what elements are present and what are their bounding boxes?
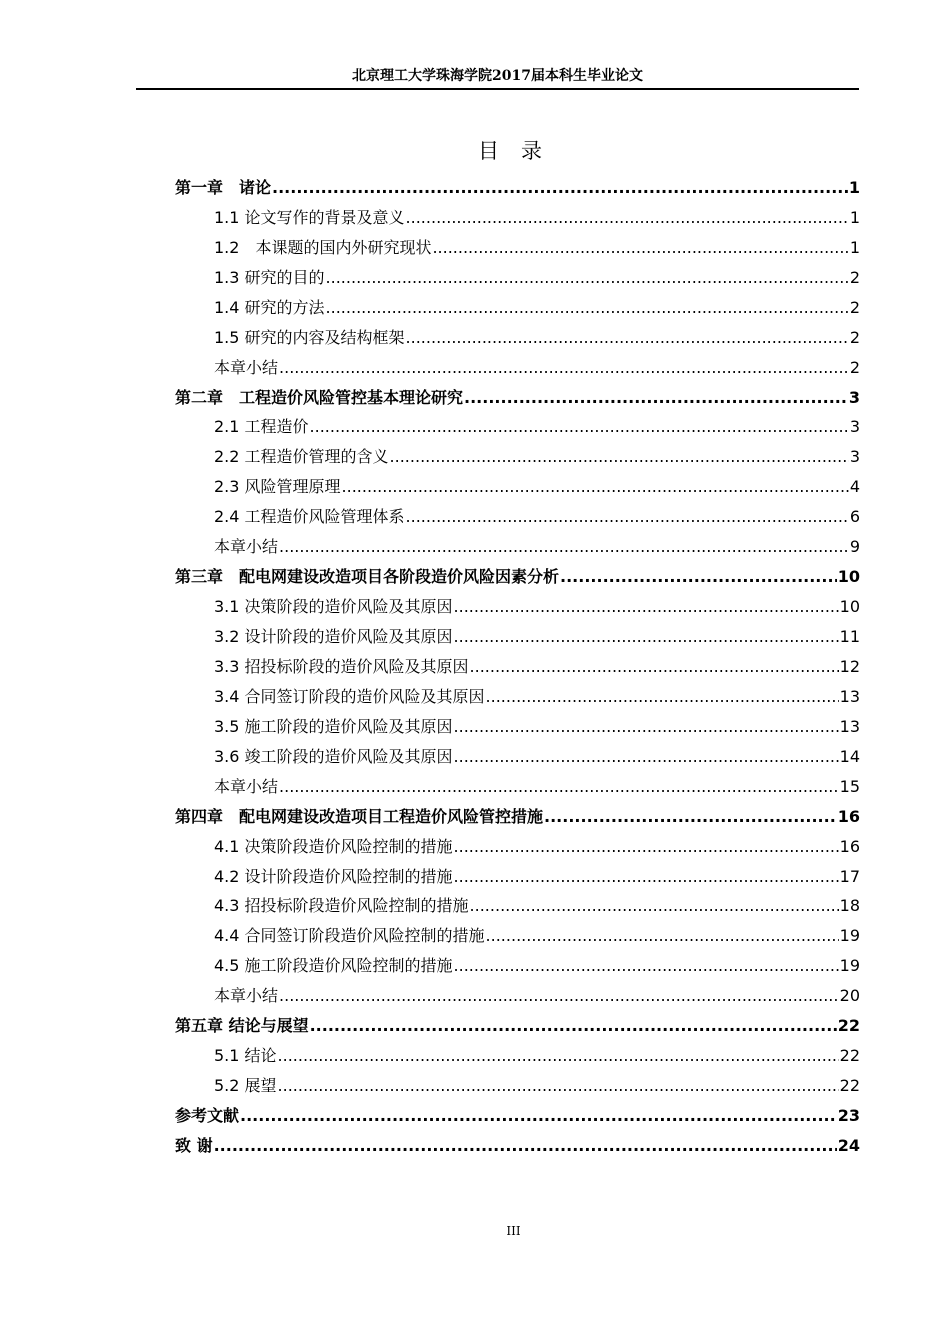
toc-entry-page: 17 <box>839 866 860 886</box>
toc-dot-leader <box>406 203 849 233</box>
toc-section-entry[interactable] <box>175 951 860 981</box>
toc-entry-page: 19 <box>839 956 860 976</box>
toc-entry-page: 4 <box>849 477 860 497</box>
toc-entry-page: 22 <box>837 1016 860 1036</box>
page-number: III <box>506 1224 521 1238</box>
toc-section-entry[interactable] <box>175 472 860 502</box>
toc-dot-leader <box>454 951 839 981</box>
toc-entry-label: 5.1 结论 <box>214 1046 277 1066</box>
toc-dot-leader <box>454 742 839 772</box>
toc-dot-leader <box>279 532 849 562</box>
toc-entry-label: 本章小结 <box>214 537 279 557</box>
toc-entry-label: 4.2 设计阶段造价风险控制的措施 <box>214 866 453 886</box>
toc-entry-page: 2 <box>849 327 860 347</box>
toc-entry-label: 4.5 施工阶段造价风险控制的措施 <box>214 956 453 976</box>
toc-entry-page: 15 <box>839 776 860 796</box>
toc-dot-leader <box>390 442 849 472</box>
toc-section-entry[interactable] <box>175 413 860 443</box>
toc-entry-page: 13 <box>839 686 860 706</box>
toc-entry-label: 3.6 竣工阶段的造价风险及其原因 <box>214 746 453 766</box>
toc-dot-leader <box>454 592 839 622</box>
toc-section-entry[interactable] <box>175 233 860 263</box>
toc-entry-page: 16 <box>837 806 860 826</box>
toc-section-entry[interactable] <box>175 263 860 293</box>
toc-entry-page: 3 <box>849 447 860 467</box>
toc-entry-label: 第三章 配电网建设改造项目各阶段造价风险因素分析 <box>175 567 560 587</box>
toc-entry-label: 本章小结 <box>214 776 279 796</box>
toc-dot-leader <box>454 622 839 652</box>
toc-entry-page: 2 <box>849 267 860 287</box>
toc-entry-label: 3.5 施工阶段的造价风险及其原因 <box>214 716 453 736</box>
toc-entry-page: 14 <box>839 746 860 766</box>
toc-entry-label: 4.4 合同签订阶段造价风险控制的措施 <box>214 926 485 946</box>
toc-section-entry[interactable] <box>175 682 860 712</box>
toc-section-entry[interactable] <box>175 532 860 562</box>
toc-dot-leader <box>560 562 837 592</box>
toc-section-entry[interactable] <box>175 1041 860 1071</box>
toc-entry-label: 致 谢 <box>175 1135 213 1155</box>
toc-chapter-entry[interactable] <box>175 173 860 203</box>
toc-entry-label: 第二章 工程造价风险管控基本理论研究 <box>175 387 464 407</box>
toc-entry-label: 2.4 工程造价风险管理体系 <box>214 507 405 527</box>
toc-dot-leader <box>486 682 839 712</box>
toc-section-entry[interactable] <box>175 921 860 951</box>
toc-entry-label: 4.3 招投标阶段造价风险控制的措施 <box>214 896 469 916</box>
toc-entry-label: 4.1 决策阶段造价风险控制的措施 <box>214 836 453 856</box>
toc-chapter-entry[interactable] <box>175 1101 860 1131</box>
toc-dot-leader <box>240 1101 837 1131</box>
toc-entry-page: 2 <box>849 357 860 377</box>
toc-entry-label: 3.4 合同签订阶段的造价风险及其原因 <box>214 686 485 706</box>
toc-dot-leader <box>342 472 849 502</box>
toc-dot-leader <box>454 712 839 742</box>
toc-entry-page: 23 <box>837 1106 860 1126</box>
toc-entry-page: 12 <box>839 656 860 676</box>
toc-entry-label: 2.3 风险管理原理 <box>214 477 341 497</box>
toc-entry-page: 18 <box>839 896 860 916</box>
toc-entry-page: 16 <box>839 836 860 856</box>
toc-entry-page: 1 <box>849 237 860 257</box>
toc-entry-page: 22 <box>839 1046 860 1066</box>
toc-entry-label: 第一章 诸论 <box>175 177 272 197</box>
toc-dot-leader <box>279 981 839 1011</box>
toc-entry-label: 本章小结 <box>214 357 279 377</box>
toc-section-entry[interactable] <box>175 772 860 802</box>
toc-dot-leader <box>279 353 849 383</box>
toc-section-entry[interactable] <box>175 892 860 922</box>
toc-entry-page: 20 <box>839 986 860 1006</box>
toc-section-entry[interactable] <box>175 353 860 383</box>
toc-entry-label: 2.2 工程造价管理的含义 <box>214 447 389 467</box>
toc-dot-leader <box>310 412 849 442</box>
toc-entry-label: 1.5 研究的内容及结构框架 <box>214 327 405 347</box>
toc-entry-label: 5.2 展望 <box>214 1076 277 1096</box>
toc-dot-leader <box>406 502 849 532</box>
toc-dot-leader <box>486 921 839 951</box>
toc-section-entry[interactable] <box>175 592 860 622</box>
toc-section-entry[interactable] <box>175 652 860 682</box>
toc-entry-label: 3.2 设计阶段的造价风险及其原因 <box>214 627 453 647</box>
toc-section-entry[interactable] <box>175 323 860 353</box>
toc-entry-page: 2 <box>849 297 860 317</box>
toc-section-entry[interactable] <box>175 293 860 323</box>
toc-entry-label: 1.3 研究的目的 <box>214 267 325 287</box>
toc-entry-page: 6 <box>849 507 860 527</box>
toc-entry-page: 24 <box>837 1135 860 1155</box>
toc-dot-leader <box>470 891 839 921</box>
toc-entry-page: 22 <box>839 1076 860 1096</box>
toc-entry-page: 10 <box>839 597 860 617</box>
toc-entry-label: 1.1 论文写作的背景及意义 <box>214 207 405 227</box>
toc-entry-label: 3.1 决策阶段的造价风险及其原因 <box>214 597 453 617</box>
toc-chapter-entry[interactable] <box>175 562 860 592</box>
toc-dot-leader <box>326 293 849 323</box>
toc-chapter-entry[interactable] <box>175 802 860 832</box>
toc-entry-page: 3 <box>848 387 860 407</box>
toc-section-entry[interactable] <box>175 862 860 892</box>
toc-entry-page: 9 <box>849 537 860 557</box>
toc-chapter-entry[interactable] <box>175 1011 860 1041</box>
toc-entry-page: 10 <box>837 567 860 587</box>
toc-section-entry[interactable] <box>175 203 860 233</box>
page-header: 北京理工大学珠海学院2017届本科生毕业论文 <box>136 66 859 90</box>
toc-dot-leader <box>432 233 848 263</box>
table-of-contents <box>175 173 860 1161</box>
toc-section-entry[interactable] <box>175 1071 860 1101</box>
toc-dot-leader <box>544 802 837 832</box>
toc-dot-leader <box>278 1071 839 1101</box>
toc-title: 目录 <box>478 139 564 163</box>
toc-dot-leader <box>279 772 839 802</box>
toc-section-entry[interactable] <box>175 981 860 1011</box>
toc-dot-leader <box>310 1011 837 1041</box>
toc-entry-page: 13 <box>839 716 860 736</box>
toc-entry-page: 1 <box>849 207 860 227</box>
toc-dot-leader <box>406 323 849 353</box>
toc-entry-page: 1 <box>848 177 860 197</box>
toc-section-entry[interactable] <box>175 622 860 652</box>
toc-section-entry[interactable] <box>175 832 860 862</box>
toc-entry-page: 11 <box>839 627 860 647</box>
toc-section-entry[interactable] <box>175 742 860 772</box>
toc-dot-leader <box>272 173 848 203</box>
toc-entry-label: 本章小结 <box>214 986 279 1006</box>
toc-dot-leader <box>214 1131 837 1161</box>
toc-dot-leader <box>326 263 849 293</box>
toc-entry-page: 3 <box>849 417 860 437</box>
toc-chapter-entry[interactable] <box>175 383 860 413</box>
toc-dot-leader <box>454 862 839 892</box>
toc-dot-leader <box>278 1041 839 1071</box>
toc-dot-leader <box>464 383 848 413</box>
toc-dot-leader <box>454 832 839 862</box>
toc-section-entry[interactable] <box>175 442 860 472</box>
toc-section-entry[interactable] <box>175 712 860 742</box>
toc-entry-label: 1.4 研究的方法 <box>214 297 325 317</box>
toc-entry-label: 参考文献 <box>175 1106 240 1126</box>
toc-entry-label: 1.2 本课题的国内外研究现状 <box>214 237 432 257</box>
toc-section-entry[interactable] <box>175 502 860 532</box>
toc-entry-label: 第五章 结论与展望 <box>175 1016 309 1036</box>
toc-dot-leader <box>470 652 839 682</box>
toc-chapter-entry[interactable] <box>175 1131 860 1161</box>
toc-entry-page: 19 <box>839 926 860 946</box>
toc-entry-label: 2.1 工程造价 <box>214 417 309 437</box>
toc-entry-label: 第四章 配电网建设改造项目工程造价风险管控措施 <box>175 806 544 826</box>
toc-entry-label: 3.3 招投标阶段的造价风险及其原因 <box>214 656 469 676</box>
